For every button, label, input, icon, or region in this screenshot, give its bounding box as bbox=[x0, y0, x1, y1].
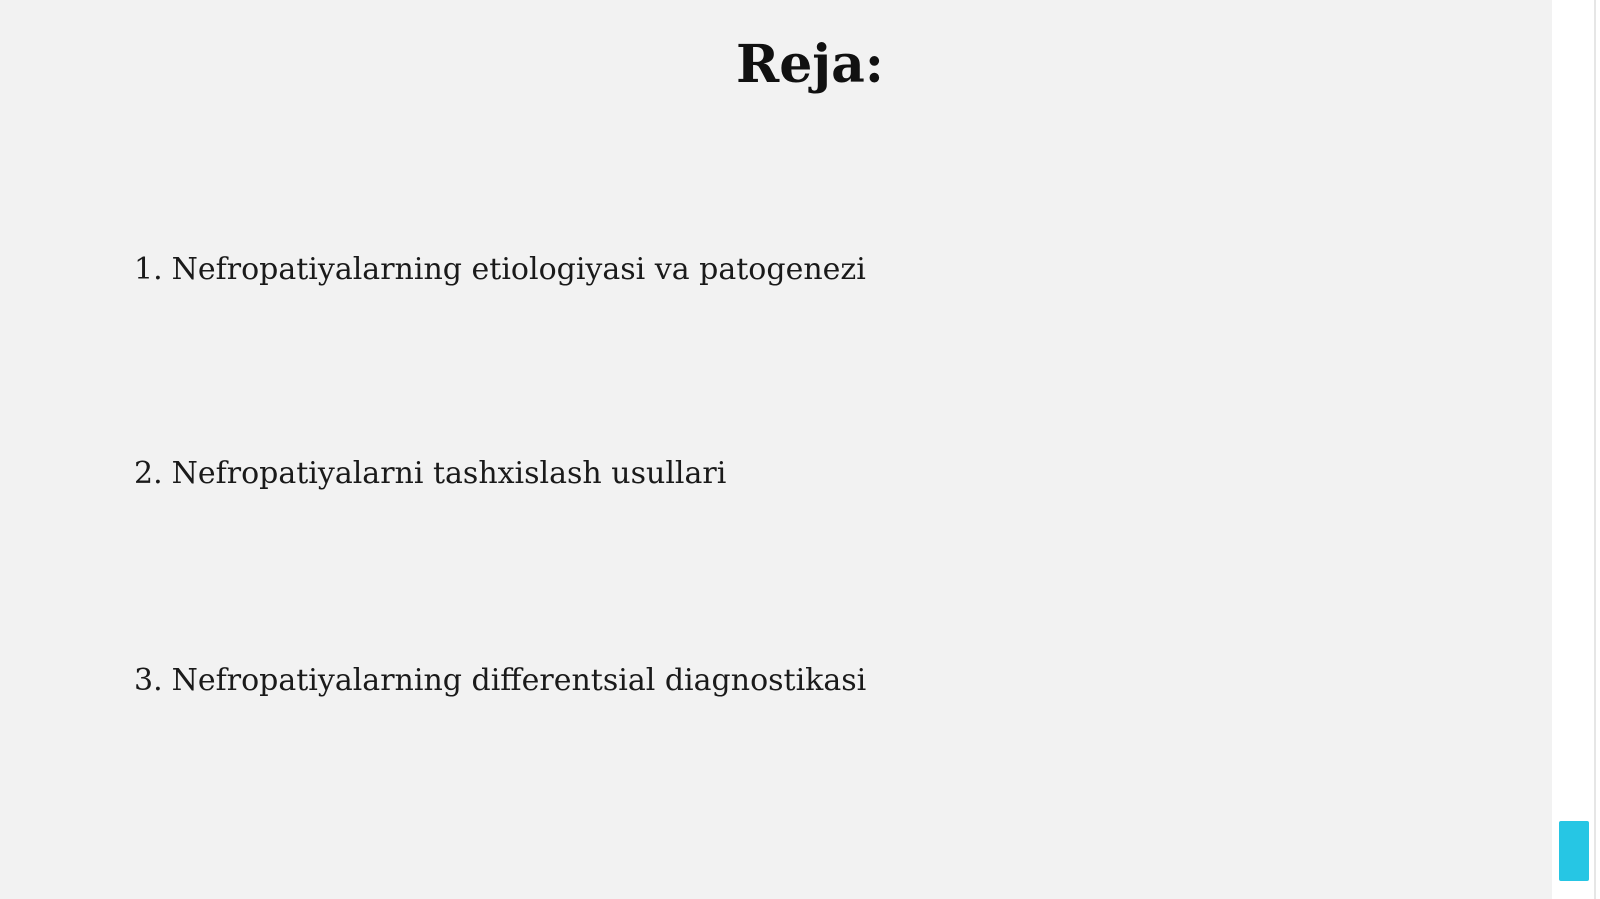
scrollbar-thumb[interactable] bbox=[1559, 821, 1589, 881]
plan-item-text: Nefropatiyalarning etiologiyasi va patogenezi bbox=[171, 252, 866, 287]
plan-item-text: Nefropatiyalarning differentsial diagnostikasi bbox=[171, 663, 867, 698]
plan-item-number: 2. bbox=[134, 456, 163, 491]
plan-item-text: Nefropatiyalarni tashxislash usullari bbox=[171, 456, 727, 491]
plan-item bbox=[134, 252, 866, 288]
right-gutter bbox=[1552, 0, 1600, 899]
plan-item bbox=[134, 663, 866, 699]
slide-title: Reja: bbox=[735, 34, 884, 95]
plan-item-number: 3. bbox=[134, 663, 163, 698]
scrollbar-track[interactable] bbox=[1594, 0, 1596, 899]
plan-item bbox=[134, 456, 726, 492]
plan-item-number: 1. bbox=[134, 252, 163, 287]
